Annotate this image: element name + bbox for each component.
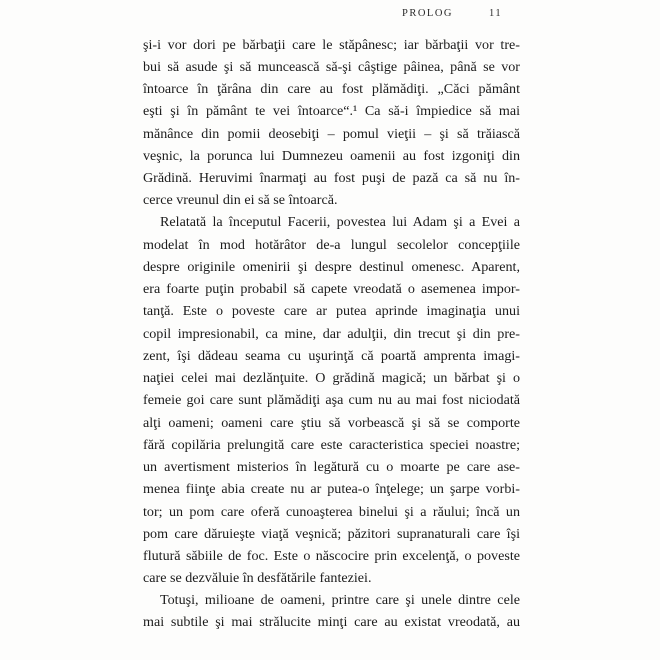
text-line: copil impresionabil, ca mine, dar adulţii, din trecut şi din pre-	[143, 326, 520, 342]
text-line: despre originile omenirii şi despre destinul omenesc. Aparent,	[143, 259, 520, 275]
text-line: femeie goi care sunt plămădiţi aşa cum nu au mai fost niciodată	[143, 392, 520, 408]
text-line: flutură săbiile de foc. Este o născocire prin excelenţă, o poveste	[143, 548, 520, 564]
text-line: naţiei celei mai dezlănţuite. O grădină magică; un bărbat şi o	[143, 370, 520, 386]
text-line: veşnic, la porunca lui Dumnezeu oamenii au fost izgoniţi din	[143, 148, 520, 164]
text-line: şi-i vor dori pe bărbaţii care le stăpânesc; iar bărbaţii vor tre-	[143, 37, 520, 53]
running-header	[402, 8, 522, 24]
text-line: întoarce în ţărâna din care au fost plămădiţi. „Căci pământ	[143, 81, 520, 97]
text-line: fără copilăria prelungită care este caracteristica speciei noastre;	[143, 437, 520, 453]
text-line: un avertisment misterios în legătură cu o moarte pe care ase-	[143, 459, 520, 475]
text-line: cerce vreunul din ei să se întoarcă.	[143, 192, 338, 208]
page-number: 11	[489, 8, 503, 19]
running-header-title: PROLOG	[402, 8, 454, 19]
text-line: Relatată la începutul Facerii, povestea lui Adam şi a Evei a	[160, 214, 520, 230]
text-line: modelat în mod hotărâtor de-a lungul secolelor concepţiile	[143, 237, 520, 253]
text-line: care se dezvăluie în desfătările fanteziei.	[143, 570, 372, 586]
text-line: bui să asude şi să muncească să-şi câştige pâinea, până se vor	[143, 59, 520, 75]
text-line: mănânce din pomii deosebiţi – pomul vieţii – şi să trăiască	[143, 126, 520, 142]
text-line: tor; un pom care oferă cunoaşterea binelui şi a răului; încă un	[143, 504, 520, 520]
text-line: pom care dăruieşte viaţă veşnică; păzitori supranaturali care îşi	[143, 526, 520, 542]
text-line: tanţă. Este o poveste care ar putea aprinde imaginaţia unui	[143, 303, 520, 319]
text-line: menea fiinţe abia create nu ar putea-o înţelege; un şarpe vorbi-	[143, 481, 520, 497]
text-line: eşti şi în pământ te vei întoarce“.¹ Ca să-i împiedice să mai	[143, 103, 520, 119]
text-line: alţi oameni; oameni care ştiu să vorbească şi să se comporte	[143, 415, 520, 431]
text-line: Totuşi, milioane de oameni, printre care şi unele dintre cele	[160, 592, 520, 608]
text-line: era foarte puţin probabil să capete vreodată o asemenea impor-	[143, 281, 520, 297]
text-line: zent, îşi dădeau seama cu uşurinţă că poartă amprenta imagi-	[143, 348, 520, 364]
text-line: Grădină. Heruvimi înarmaţi au fost puşi de pază ca să nu în-	[143, 170, 520, 186]
text-line: mai subtile şi mai strălucite minţi care au existat vreodată, au	[143, 614, 520, 630]
